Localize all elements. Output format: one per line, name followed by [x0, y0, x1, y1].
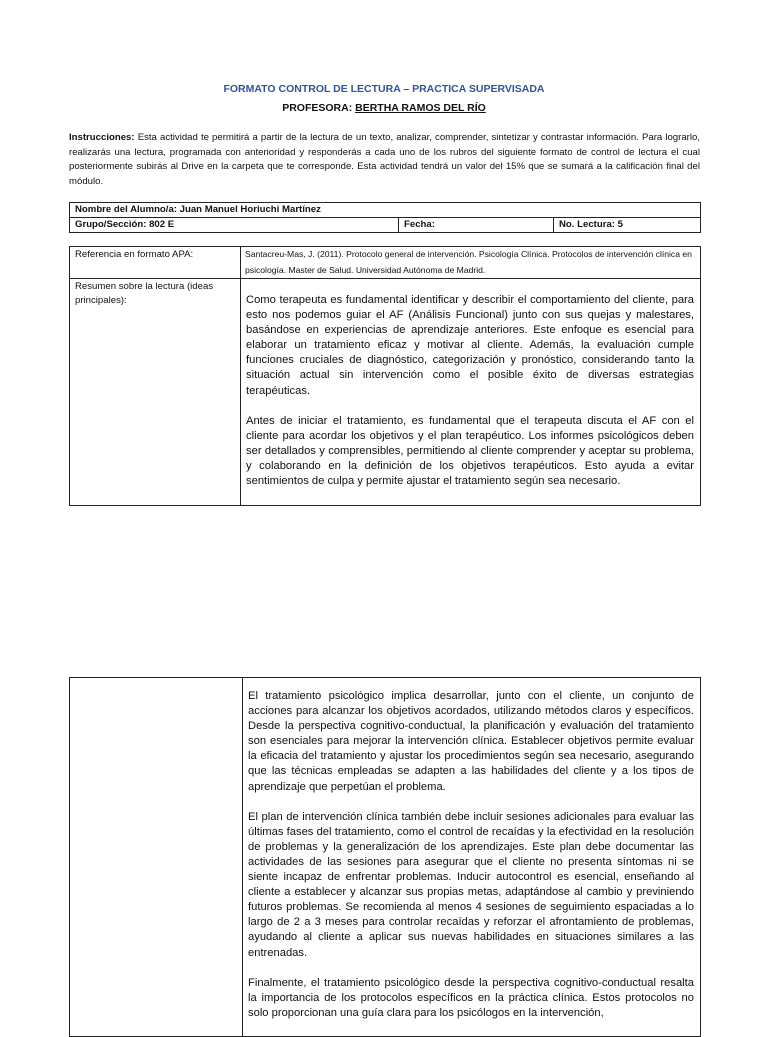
continuation-label-cell: [70, 678, 243, 1037]
reading-control-table: [69, 246, 701, 506]
instructions-paragraph: [69, 131, 700, 189]
instructions-text: Esta actividad te permitirá a partir de la lectura de un texto, analizar, comprender, sintetizar y contrastar información. Para lograrlo, realizarás una lectura, programada con anterioridad y responderás a cada uno de los rubros del siguiente formato de control de lectura el cual posteriormente subirás al Drive en la carpeta que te corresponde. Esta actividad tendrá un valor del 15% que se sumará a la calificación final del módulo.: [69, 132, 700, 187]
student-info-table: [69, 202, 701, 233]
reference-text: Santacreu-Mas, J. (2011). Protocolo general de intervención. Psicología Clínica. Protocolos de intervención clínica en psicología. Master de Salud. Universidad Autónoma de Madrid.: [241, 247, 701, 279]
summary-label: Resumen sobre la lectura (ideas principales):: [70, 279, 241, 506]
continuation-paragraph: Finalmente, el tratamiento psicológico desde la perspectiva cognitivo-conductual resalta la importancia de los protocolos específicos en la práctica clínica. Estos protocolos no solo proporcionan una guía clara para los psicólogos en la intervención,: [248, 976, 694, 1019]
summary-cell: [241, 279, 701, 506]
professor-name: BERTHA RAMOS DEL RÍO: [355, 102, 486, 114]
reference-label: Referencia en formato APA:: [70, 247, 241, 279]
instructions-label: Instrucciones:: [69, 132, 135, 143]
student-name-cell: Nombre del Alumno/a: Juan Manuel Horiuchi Martínez: [70, 203, 701, 218]
continuation-paragraph: El tratamiento psicológico implica desarrollar, junto con el cliente, un conjunto de acciones para alcanzar los objetivos acordados, utilizando métodos claros y específicos. Desde la perspectiva cognitivo-conductual, la planificación y evaluación del tratamiento son esenciales para mejorar la intervención clínica. Establecer objetivos permite evaluar la eficacia del tratamiento y ajustar los procedimientos según sea necesario, asegurando que las técnicas empleadas se adapten a las habilidades del cliente y a los tipos de aprendizaje que perpetúan el problema.: [248, 690, 694, 793]
reading-number-cell: No. Lectura: 5: [554, 218, 701, 233]
document-title: FORMATO CONTROL DE LECTURA – PRACTICA SUPERVISADA: [223, 83, 545, 95]
summary-paragraph: Como terapeuta es fundamental identificar y describir el comportamiento del cliente, para esto nos podemos guiar el AF (Análisis Funcional) junto con sus quejas y malestares, basándose en experiencias de aprendizaje anteriores. Este enfoque es esencial para elaborar un tratamiento eficaz y motivar al cliente. Además, la evaluación cumple funciones cruciales de diagnóstico, categorización y pronóstico, considerando tanto la situación actual sin intervención como el posible éxito de diversas estrategias terapéuticas.: [246, 294, 694, 397]
continuation-paragraph: El plan de intervención clínica también debe incluir sesiones adicionales para evaluar las últimas fases del tratamiento, como el control de recaídas y la efectividad en la resolución de problemas y la generalización de los aprendizajes. Este plan debe documentar las actividades de las sesiones para asegurar que el cliente no presenta síntomas ni se siente incapaz de enfrentar problemas. Inducir autocontrol es esencial, enseñando al cliente a establecer y alcanzar sus propias metas, adaptándose al cambio y previniendo futuros problemas. Se recomienda al menos 4 sesiones de seguimiento espaciadas a lo largo de 2 a 3 meses para controlar recaídas y reforzar el afrontamiento de problemas, ayudando al cliente a aplicar sus nuevas habilidades en situaciones similares a las entrenadas.: [248, 810, 694, 959]
date-cell: Fecha:: [399, 218, 554, 233]
continuation-cell: [243, 678, 701, 1037]
professor-label: PROFESORA:: [282, 102, 353, 114]
professor-line: [0, 102, 768, 114]
summary-paragraph: Antes de iniciar el tratamiento, es fundamental que el terapeuta discuta el AF con el cliente para acordar los objetivos y el plan terapéutico. Los informes psicológicos deben ser detallados y comprensibles, permitiendo al cliente comprender y aceptar su problema, y colaborando en la definición de los objetivos terapéuticos. Esto ayuda a evitar sentimientos de culpa y permite ajustar el tratamiento según sea necesario.: [246, 414, 694, 488]
group-cell: Grupo/Sección: 802 E: [70, 218, 399, 233]
continuation-table: [69, 677, 701, 1037]
